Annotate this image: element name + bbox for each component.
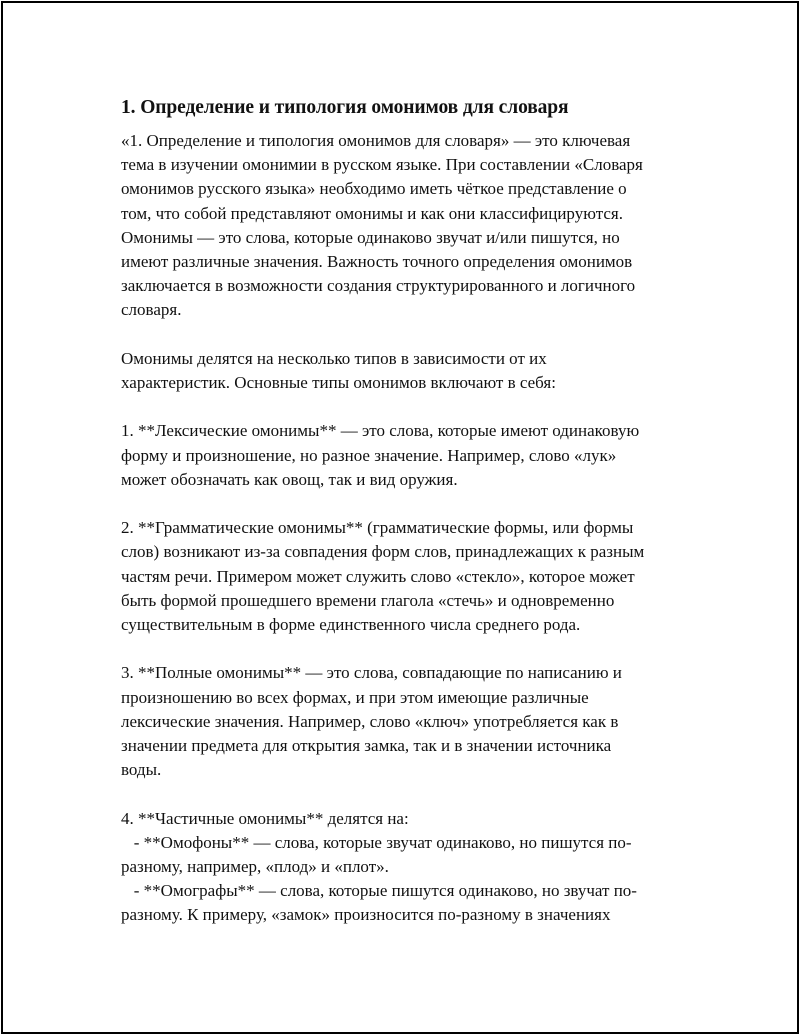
text-line: слов) возникают из-за совпадения форм слов, принадлежащих к разным (121, 542, 645, 562)
text-line: «1. Определение и типология омонимов для словаря» — это ключевая (121, 131, 631, 150)
section-heading: 1. Определение и типология омонимов для словаря (121, 97, 569, 118)
paragraph-gap (121, 637, 693, 661)
text-line: разному, например, «плод» и «плот». (121, 857, 389, 877)
paragraph-partial (121, 807, 693, 928)
paragraph-gap (121, 782, 693, 806)
text-line: 1. **Лексические омонимы** — это слова, которые имеют одинаковую (121, 421, 640, 441)
text-line: воды. (121, 760, 162, 780)
text-line: омонимов русского языка» необходимо иметь чёткое представление о (121, 179, 627, 199)
text-line: быть формой прошедшего времени глагола «стечь» и одновременно (121, 590, 615, 610)
text-line: произношению во всех формах, и при этом имеющие различные (121, 687, 589, 707)
paragraph-types-intro (121, 347, 693, 395)
text-line: существительным в форме единственного числа среднего рода. (121, 615, 581, 635)
text-line: том, что собой представляют омонимы и как они классифицируются. (121, 203, 623, 223)
text-line: Омонимы — это слова, которые одинаково звучат и/или пишутся, но (121, 227, 620, 247)
paragraph-gap (121, 395, 693, 419)
text-line: - **Омофоны** — слова, которые звучат одинаково, но пишутся по- (121, 832, 632, 852)
document-body (121, 95, 693, 928)
text-line: тема в изучении омонимии в русском языке. При составлении «Словаря (121, 155, 643, 175)
paragraph-lexical (121, 419, 693, 492)
text-line: 4. **Частичные омонимы** делятся на: (121, 808, 409, 828)
text-line: словаря. (121, 300, 182, 320)
paragraph-intro (121, 129, 693, 323)
text-line: имеют различные значения. Важность точного определения омонимов (121, 252, 633, 272)
text-line: характеристик. Основные типы омонимов включают в себя: (121, 373, 556, 393)
paragraph-grammatical (121, 516, 693, 637)
text-line: 3. **Полные омонимы** — это слова, совпадающие по написанию и (121, 663, 622, 683)
text-line: частям речи. Примером может служить слово «стекло», которое может (121, 566, 635, 586)
text-line: - **Омографы** — слова, которые пишутся одинаково, но звучат по- (121, 881, 637, 901)
text-line: лексические значения. Например, слово «ключ» употребляется как в (121, 711, 619, 731)
text-line: значении предмета для открытия замка, так и в значении источника (121, 736, 612, 756)
paragraph-gap (121, 492, 693, 516)
text-line: заключается в возможности создания структурированного и логичного (121, 276, 636, 296)
text-line: может обозначать как овощ, так и вид оружия. (121, 469, 458, 489)
paragraph-full (121, 661, 693, 782)
text-line: 2. **Грамматические омонимы** (грамматические формы, или формы (121, 518, 634, 538)
page-frame (1, 1, 799, 1034)
text-line: разному. К примеру, «замок» произносится по-разному в значениях (121, 905, 611, 925)
paragraph-gap (121, 323, 693, 347)
text-line: Омонимы делятся на несколько типов в зависимости от их (121, 348, 547, 368)
text-line: форму и произношение, но разное значение. Например, слово «лук» (121, 445, 617, 465)
